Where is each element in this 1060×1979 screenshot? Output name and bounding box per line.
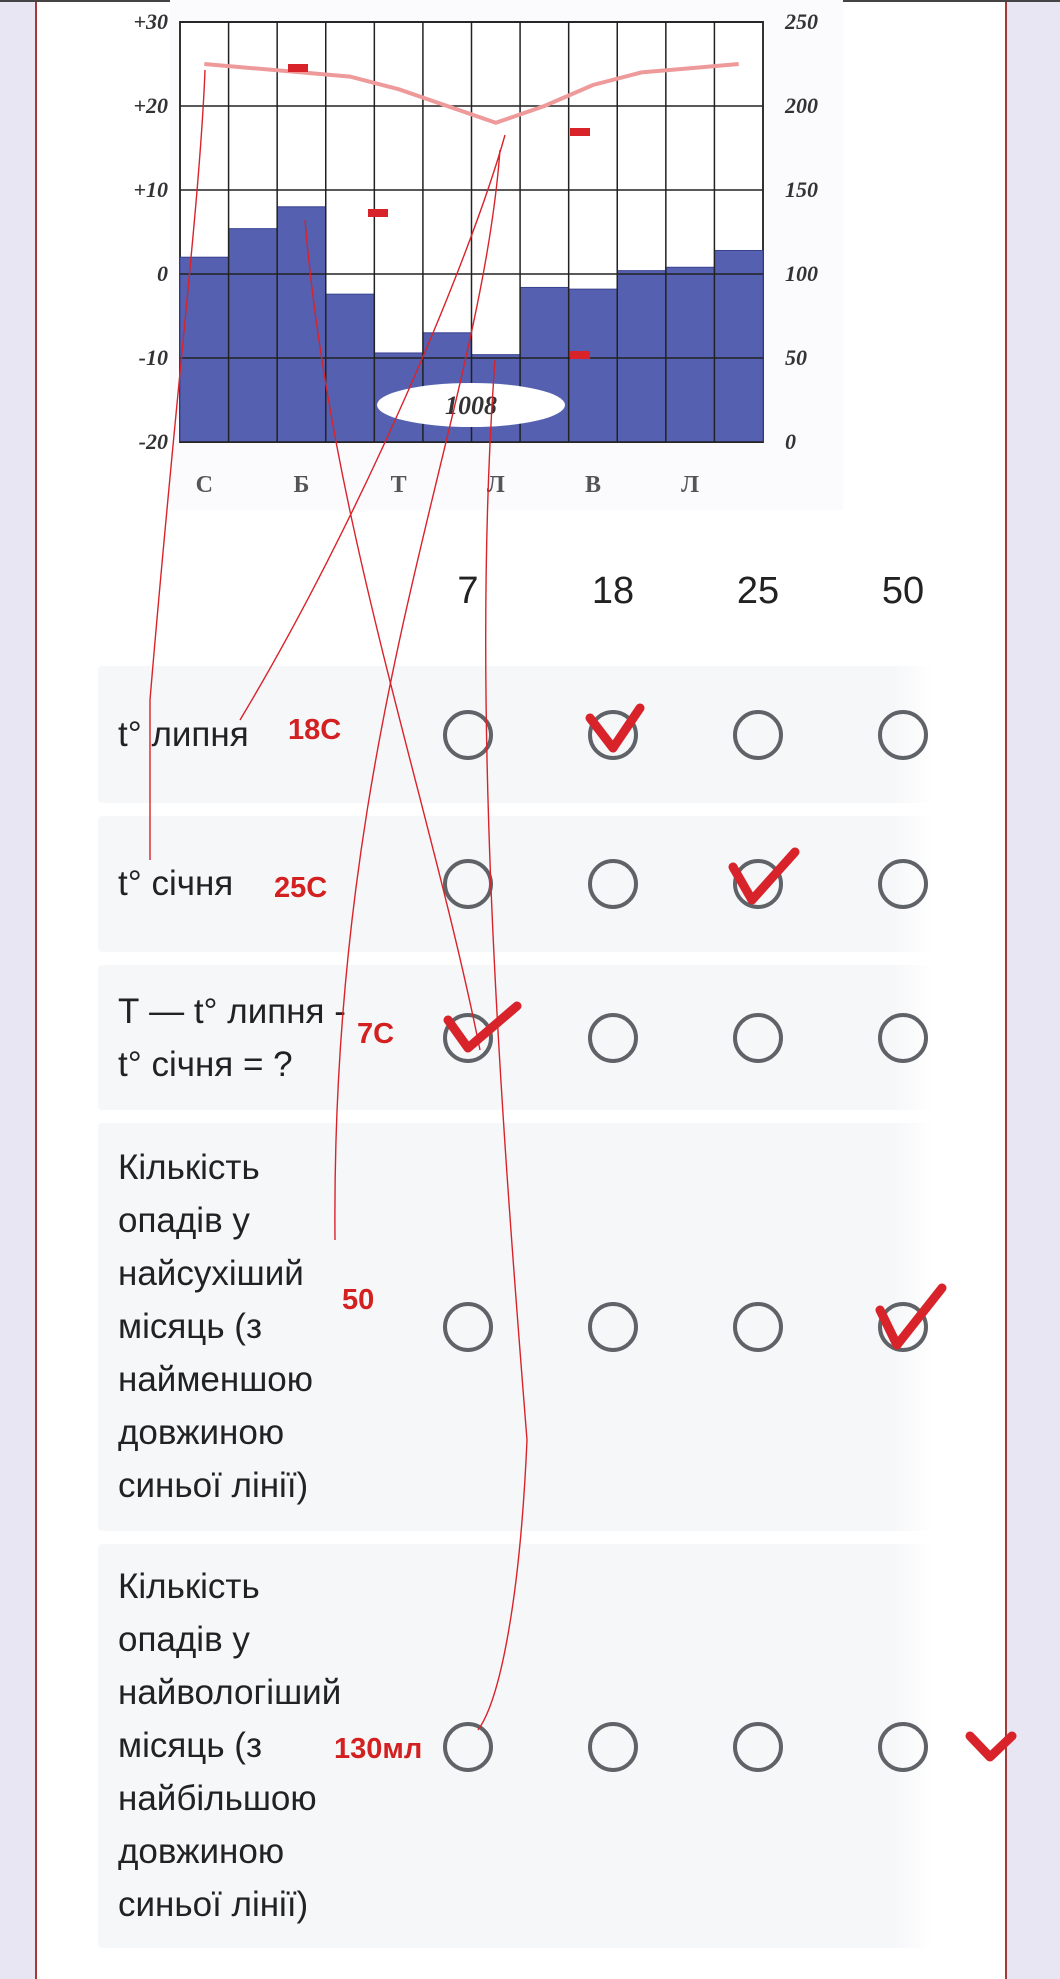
radio-january-7[interactable]	[443, 859, 493, 909]
precipitation-bar-11	[666, 267, 715, 442]
left-axis-tick-2: +10	[133, 177, 168, 202]
row-label-temp-range: Т — t° липня - t° січня = ?	[118, 992, 346, 1084]
precipitation-bar-1	[180, 257, 229, 442]
precipitation-bar-10	[617, 271, 666, 442]
column-header-7: 7	[457, 570, 479, 612]
radio-wettest-50[interactable]	[878, 1722, 928, 1772]
right-axis-tick-0: 250	[785, 9, 818, 34]
radio-range-18[interactable]	[588, 1013, 638, 1063]
precipitation-bar-3	[277, 207, 326, 442]
radio-january-18[interactable]	[588, 859, 638, 909]
red-marker-1	[288, 64, 308, 72]
left-axis-tick-0: +30	[133, 9, 168, 34]
radio-driest-50[interactable]	[878, 1302, 928, 1352]
radio-wettest-18[interactable]	[588, 1722, 638, 1772]
row-label-july-temp: t° липня	[118, 715, 249, 754]
column-header-18: 18	[591, 570, 635, 612]
red-marker-2	[368, 209, 388, 217]
row-label-january-temp: t° січня	[118, 864, 234, 903]
month-label-5: В	[584, 472, 601, 498]
radio-range-7[interactable]	[443, 1013, 493, 1063]
right-axis-tick-2: 150	[785, 177, 818, 202]
radio-july-25[interactable]	[733, 710, 783, 760]
radio-driest-18[interactable]	[588, 1302, 638, 1352]
left-axis-tick-4: -10	[138, 345, 168, 370]
red-marker-4	[570, 351, 590, 359]
precipitation-bar-4	[326, 294, 375, 442]
precipitation-bar-12	[714, 250, 763, 442]
radio-july-18[interactable]	[588, 710, 638, 760]
right-axis-tick-1: 200	[785, 93, 818, 118]
note-january-answer: 25С	[274, 872, 328, 904]
right-axis-tick-5: 0	[785, 429, 796, 454]
left-axis-tick-5: -20	[138, 429, 168, 454]
month-label-1: С	[195, 472, 213, 498]
radio-january-50[interactable]	[878, 859, 928, 909]
left-axis-tick-3: 0	[157, 261, 168, 286]
column-header-50: 50	[881, 570, 925, 612]
note-wettest-answer: 130мл	[334, 1733, 423, 1765]
right-axis-tick-4: 50	[785, 345, 807, 370]
month-label-2: Б	[293, 472, 310, 498]
precipitation-bar-2	[229, 229, 278, 442]
month-label-6: Л	[681, 472, 700, 498]
radio-range-50[interactable]	[878, 1013, 928, 1063]
radio-july-7[interactable]	[443, 710, 493, 760]
left-axis-tick-1: +20	[133, 93, 168, 118]
row-label-driest-month: Кількість опадів у найсухіший місяць (з найменшою довжиною синьої лінії)	[118, 1148, 313, 1505]
climate-chart	[98, 0, 848, 510]
radio-january-25[interactable]	[733, 859, 783, 909]
radio-wettest-25[interactable]	[733, 1722, 783, 1772]
column-header-25: 25	[736, 570, 780, 612]
note-july-answer: 18С	[288, 714, 342, 746]
month-label-3: Т	[390, 472, 407, 498]
radio-july-50[interactable]	[878, 710, 928, 760]
radio-driest-7[interactable]	[443, 1302, 493, 1352]
radio-wettest-7[interactable]	[443, 1722, 493, 1772]
right-axis-tick-3: 100	[785, 261, 818, 286]
note-range-answer: 7С	[357, 1018, 395, 1050]
red-marker-3	[570, 128, 590, 136]
month-label-4: Л	[486, 472, 505, 498]
precipitation-bar-9	[569, 289, 618, 442]
row-label-wettest-month: Кількість опадів у найвологіший місяць (з найбільшою довжиною синьої лінії)	[118, 1567, 342, 1924]
radio-driest-25[interactable]	[733, 1302, 783, 1352]
radio-range-25[interactable]	[733, 1013, 783, 1063]
annual-total-label: 1008	[445, 391, 497, 420]
note-driest-answer: 50	[342, 1284, 375, 1316]
